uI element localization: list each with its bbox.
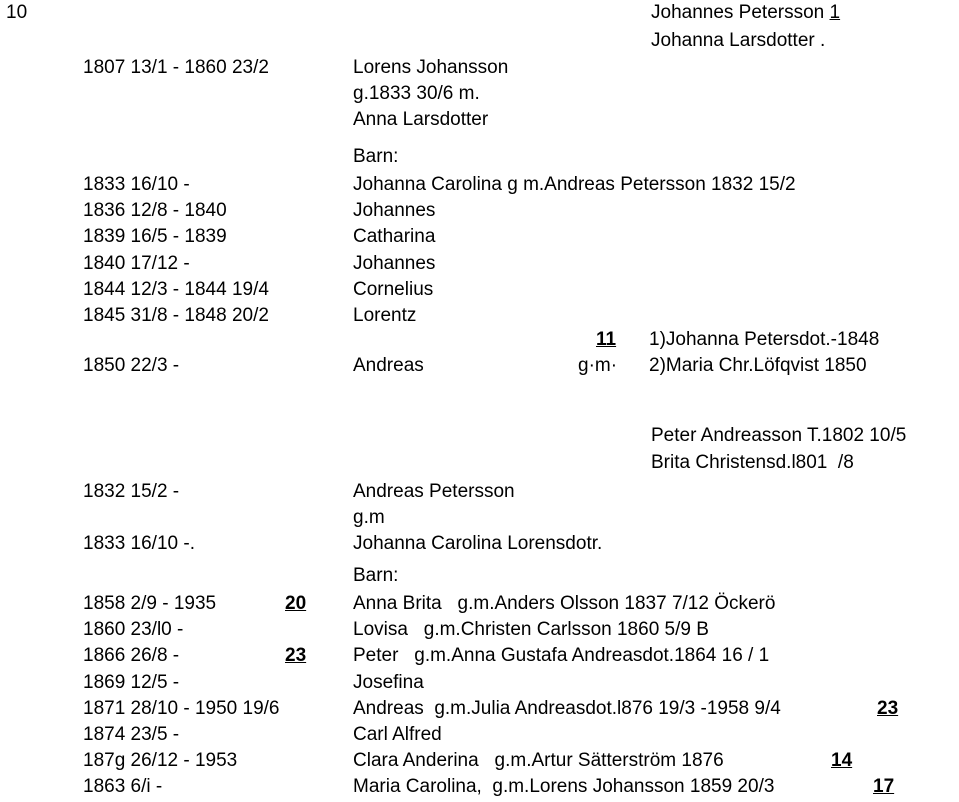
child-dates: 1840 17/12 -: [83, 253, 190, 274]
andreas-second-wife: 2)Maria Chr.Löfqvist 1850: [649, 355, 867, 376]
andreas-marriage: g·m·: [578, 355, 618, 376]
child-name: Johanna Carolina g m.Andreas Petersson 1832 15/2: [353, 174, 796, 195]
child-name: Cornelius: [353, 279, 434, 300]
children-heading: Barn:: [353, 146, 399, 167]
child-dates: 1869 12/5 -: [83, 672, 180, 693]
husband-father-name: Peter Andreasson T.1802 10/5: [651, 425, 907, 446]
child-dates: 1844 12/3 - 1844 19/4: [83, 279, 269, 300]
child-dates: 1874 23/5 -: [83, 724, 180, 745]
andreas-name: Andreas: [353, 355, 424, 376]
husband-mother-name: Johanna Larsdotter .: [651, 30, 826, 51]
wife-name: Johanna Carolina Lorensdotr.: [353, 533, 603, 554]
marriage-info: g.1833 30/6 m.: [353, 83, 480, 104]
child-name: Josefina: [353, 672, 424, 693]
child-dates: 1860 23/l0 -: [83, 619, 184, 640]
child-dates: 1845 31/8 - 1848 20/2: [83, 305, 269, 326]
child-name: Lorentz: [353, 305, 417, 326]
child-dates: 1858 2/9 - 1935: [83, 593, 217, 614]
child-ref-link[interactable]: 14: [831, 750, 853, 771]
husband-father-name-text: Johannes Petersson: [651, 2, 825, 23]
child-dates: 1871 28/10 - 1950 19/6: [83, 698, 280, 719]
husband-name: Lorens Johansson: [353, 57, 509, 78]
child-name: Johannes: [353, 200, 436, 221]
wife-name: Anna Larsdotter: [353, 109, 489, 130]
children-heading: Barn:: [353, 565, 399, 586]
child-ref-link[interactable]: 23: [877, 698, 899, 719]
child-name: Andreas g.m.Julia Andreasdot.l876 19/3 -1958 9/4: [353, 698, 781, 719]
child-name: Maria Carolina, g.m.Lorens Johansson 1859 20/3: [353, 776, 775, 797]
husband-dates: 1807 13/1 - 1860 23/2: [83, 57, 269, 78]
wife-dates: 1833 16/10 -.: [83, 533, 195, 554]
child-dates: 1836 12/8 - 1840: [83, 200, 227, 221]
child-dates: 187g 26/12 - 1953: [83, 750, 238, 771]
child-ref-link[interactable]: 20: [285, 593, 307, 614]
child-name: Clara Anderina g.m.Artur Sätterström 1876: [353, 750, 724, 771]
andreas-first-wife: 1)Johanna Petersdot.-1848: [649, 329, 880, 350]
husband-name: Andreas Petersson: [353, 481, 515, 502]
andreas-dates: 1850 22/3 -: [83, 355, 180, 376]
child-name: Lovisa g.m.Christen Carlsson 1860 5/9 B: [353, 619, 709, 640]
father-ref-link[interactable]: 1: [829, 2, 841, 23]
child-name: Johannes: [353, 253, 436, 274]
page-number: 10: [6, 2, 28, 23]
child-ref-link[interactable]: 17: [873, 776, 895, 797]
child-name: Peter g.m.Anna Gustafa Andreasdot.1864 16 / 1: [353, 645, 770, 666]
husband-dates: 1832 15/2 -: [83, 481, 180, 502]
child-name: Anna Brita g.m.Anders Olsson 1837 7/12 Öckerö: [353, 593, 776, 614]
child-dates: 1863 6/i -: [83, 776, 163, 797]
child-dates: 1866 26/8 -: [83, 645, 180, 666]
child-dates: 1833 16/10 -: [83, 174, 190, 195]
marriage-info: g.m: [353, 507, 385, 528]
child-name: Catharina: [353, 226, 436, 247]
husband-mother-name: Brita Christensd.l801 /8: [651, 452, 854, 473]
child-ref-link[interactable]: 23: [285, 645, 307, 666]
husband-father-name: [651, 2, 840, 24]
child-name: Carl Alfred: [353, 724, 442, 745]
andreas-ref-link[interactable]: 11: [596, 329, 617, 350]
child-dates: 1839 16/5 - 1839: [83, 226, 227, 247]
